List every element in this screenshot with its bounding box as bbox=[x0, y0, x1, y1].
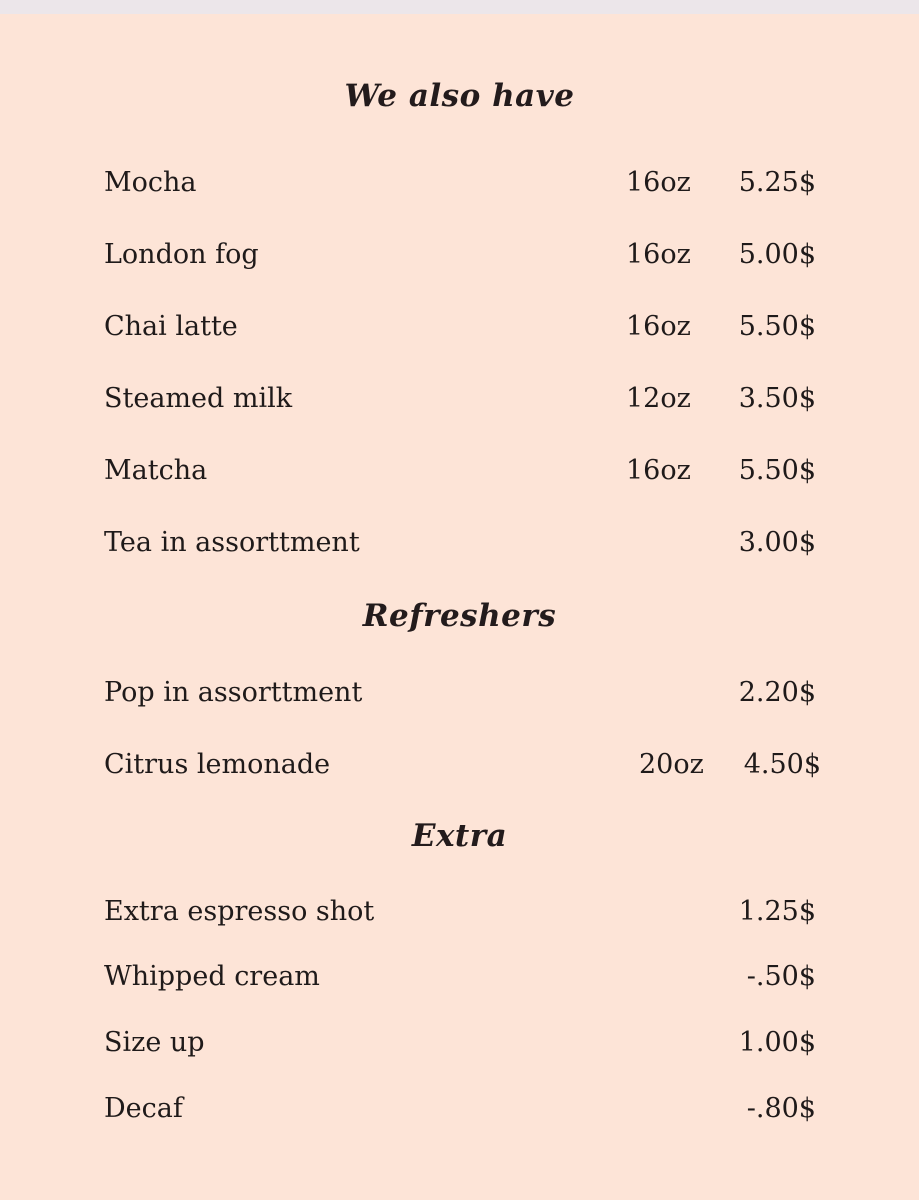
item-size: 12oz bbox=[626, 383, 691, 414]
item-price: 5.25$ bbox=[738, 167, 816, 198]
item-price: 5.00$ bbox=[738, 239, 816, 270]
menu-item-london-fog bbox=[0, 235, 919, 275]
item-name: Pop in assorttment bbox=[104, 677, 363, 708]
menu-item-decaf bbox=[0, 1089, 919, 1129]
item-name: London fog bbox=[104, 239, 259, 270]
top-strip bbox=[0, 0, 919, 14]
item-size: 16oz bbox=[626, 167, 691, 198]
menu-item-size-up bbox=[0, 1023, 919, 1063]
menu-item-extra-espresso bbox=[0, 892, 919, 932]
item-size: 20oz bbox=[639, 749, 704, 780]
menu-item-chai-latte bbox=[0, 307, 919, 347]
item-price: 3.50$ bbox=[738, 383, 816, 414]
section-title-extra: Extra bbox=[411, 818, 508, 854]
item-name: Whipped cream bbox=[104, 961, 320, 992]
item-name: Citrus lemonade bbox=[104, 749, 331, 780]
menu-item-whipped-cream bbox=[0, 957, 919, 997]
item-price: 4.50$ bbox=[743, 749, 821, 780]
item-name: Mocha bbox=[104, 167, 197, 198]
item-name: Extra espresso shot bbox=[104, 896, 375, 927]
item-name: Size up bbox=[104, 1027, 205, 1058]
item-size: 16oz bbox=[626, 239, 691, 270]
menu-item-citrus-lemonade bbox=[0, 745, 919, 785]
item-price: 5.50$ bbox=[738, 455, 816, 486]
section-title-also-have: We also have bbox=[344, 78, 575, 114]
item-name: Tea in assorttment bbox=[104, 527, 360, 558]
menu-item-steamed-milk bbox=[0, 379, 919, 419]
item-name: Chai latte bbox=[104, 311, 238, 342]
item-price: -.50$ bbox=[746, 961, 816, 992]
item-size: 16oz bbox=[626, 311, 691, 342]
item-size: 16oz bbox=[626, 455, 691, 486]
section-title-refreshers: Refreshers bbox=[362, 598, 557, 634]
item-price: 1.00$ bbox=[738, 1027, 816, 1058]
item-price: -.80$ bbox=[746, 1093, 816, 1124]
item-price: 1.25$ bbox=[738, 896, 816, 927]
item-name: Decaf bbox=[104, 1093, 183, 1124]
menu-item-pop bbox=[0, 673, 919, 713]
item-name: Steamed milk bbox=[104, 383, 293, 414]
item-price: 3.00$ bbox=[738, 527, 816, 558]
menu-item-matcha bbox=[0, 451, 919, 491]
item-price: 2.20$ bbox=[738, 677, 816, 708]
menu-item-mocha bbox=[0, 163, 919, 203]
menu-item-tea bbox=[0, 523, 919, 563]
item-name: Matcha bbox=[104, 455, 208, 486]
item-price: 5.50$ bbox=[738, 311, 816, 342]
